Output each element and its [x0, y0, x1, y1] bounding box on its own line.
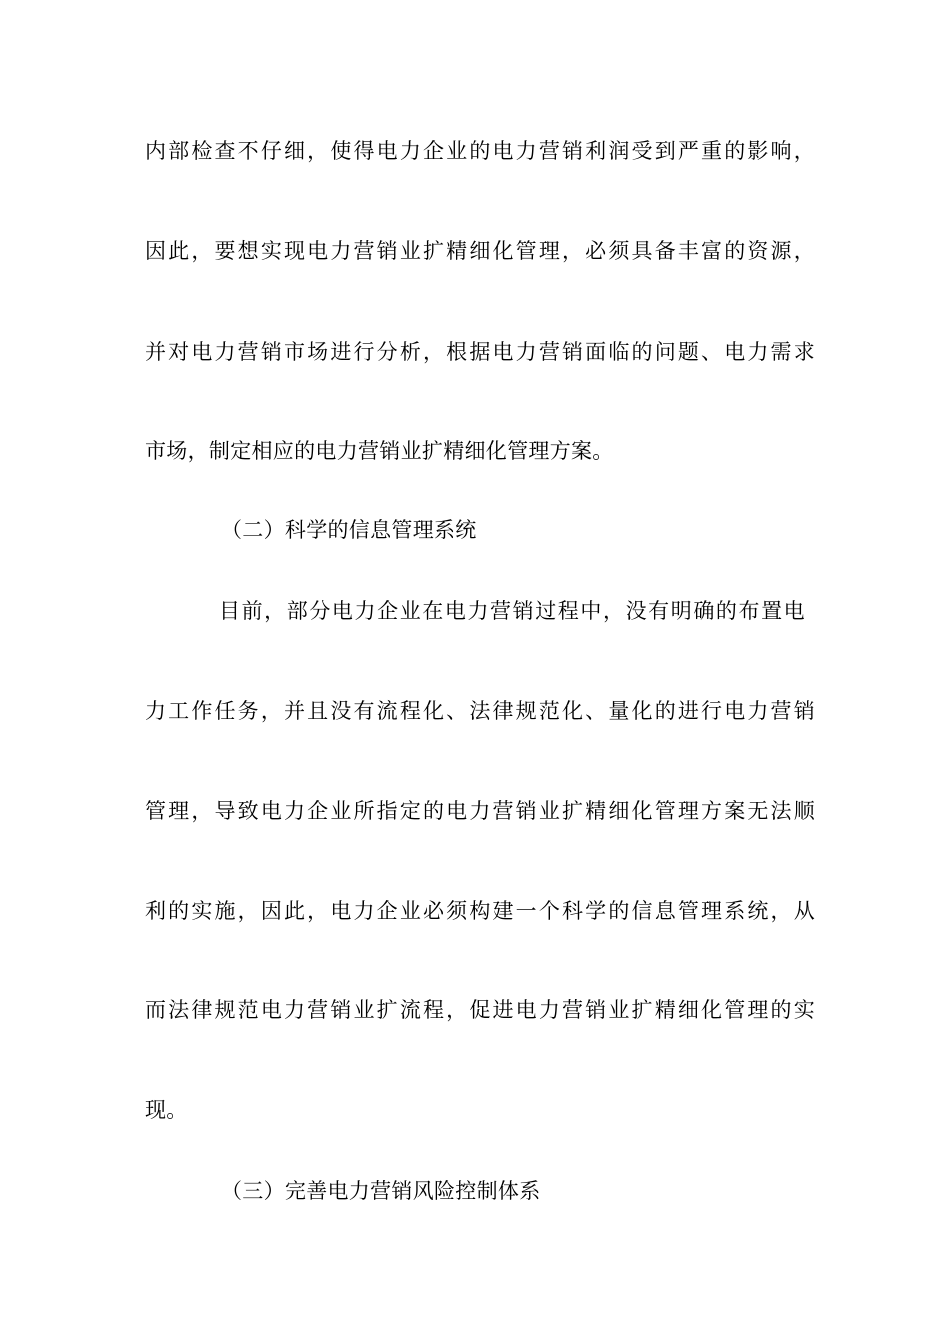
paragraph-line: 内部检查不仔细，使得电力企业的电力营销利润受到严重的影响，	[145, 139, 815, 163]
paragraph-line: 并对电力营销市场进行分析，根据电力营销面临的问题、电力需求	[145, 340, 815, 364]
paragraph-line: 现。	[145, 1098, 188, 1122]
paragraph-line: 目前，部分电力企业在电力营销过程中，没有明确的布置电	[219, 599, 805, 623]
paragraph-line: 管理，导致电力企业所指定的电力营销业扩精细化管理方案无法顺	[145, 799, 815, 823]
paragraph-line: 市场，制定相应的电力营销业扩精细化管理方案。	[145, 439, 614, 463]
paragraph-line: 利的实施，因此，电力企业必须构建一个科学的信息管理系统，从	[145, 899, 815, 923]
paragraph-line: 而法律规范电力营销业扩流程，促进电力营销业扩精细化管理的实	[145, 998, 815, 1022]
paragraph-line: 因此，要想实现电力营销业扩精细化管理，必须具备丰富的资源，	[145, 239, 815, 263]
section-heading: （二）科学的信息管理系统	[221, 518, 477, 542]
section-heading: （三）完善电力营销风险控制体系	[221, 1179, 541, 1203]
paragraph-line: 力工作任务，并且没有流程化、法律规范化、量化的进行电力营销	[145, 699, 815, 723]
